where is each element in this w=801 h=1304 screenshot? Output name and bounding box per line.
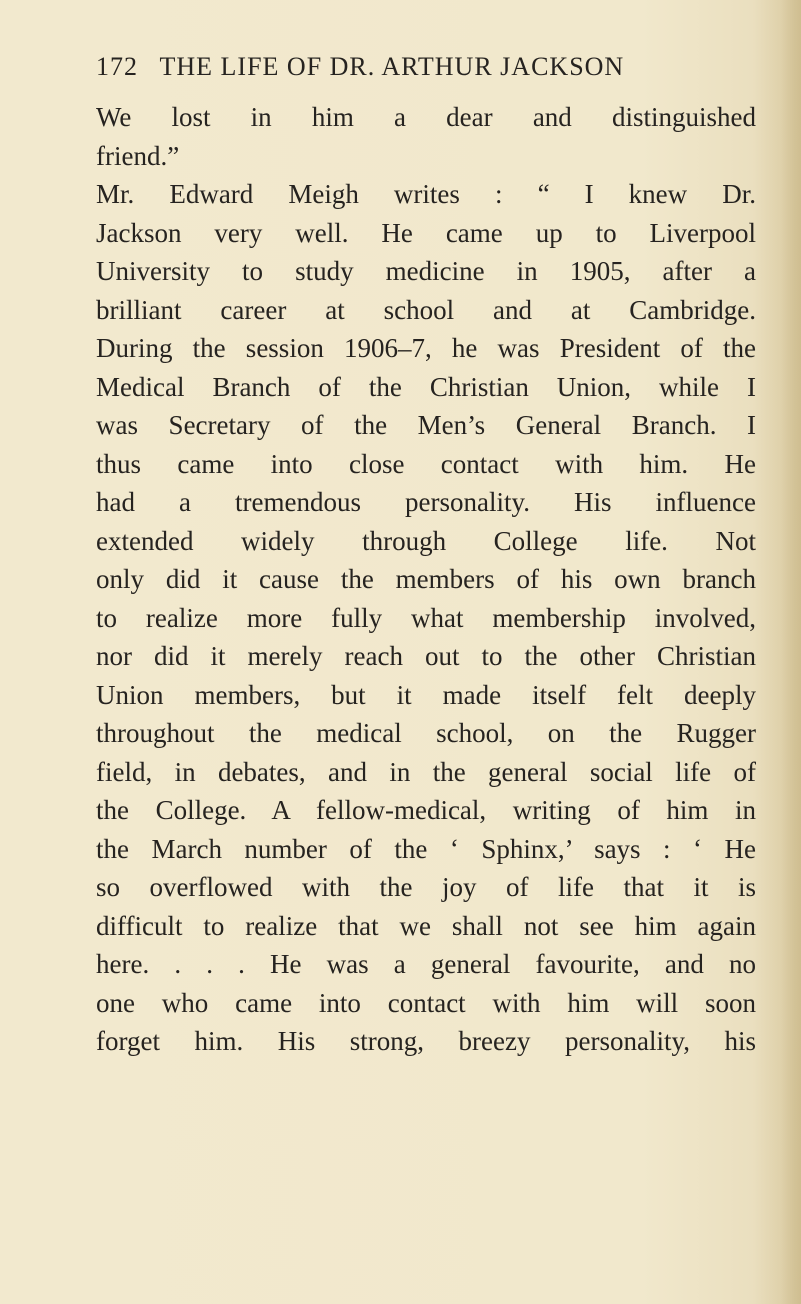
text-line: to realize more fully what membership involved, <box>96 602 756 633</box>
text-line: University to study medicine in 1905, after a <box>96 256 756 286</box>
text-line: so overflowed with the joy of life that it is <box>96 872 756 902</box>
text-line: had a tremendous personality. His influence <box>96 487 756 517</box>
text-line: the College. A fellow-medical, writing of him in <box>96 795 756 825</box>
text-line: only did it cause the members of his own branch <box>96 564 756 594</box>
text-line: We lost in him a dear and distinguished <box>96 102 756 132</box>
page-header <box>96 52 746 82</box>
text-line: Medical Branch of the Christian Union, while I <box>96 371 756 402</box>
text-line: was Secretary of the Men’s General Branch. I <box>96 410 756 440</box>
text-line: extended widely through College life. Not <box>96 525 756 556</box>
text-line: difficult to realize that we shall not see him again <box>96 910 756 941</box>
text-line: the March number of the ‘ Sphinx,’ says : ‘ He <box>96 833 756 864</box>
text-line: During the session 1906–7, he was President of the <box>96 333 756 363</box>
text-line: thus came into close contact with him. He <box>96 448 756 479</box>
text-line: Union members, but it made itself felt deeply <box>96 679 756 710</box>
text-line: friend.” <box>96 140 180 171</box>
running-head: THE LIFE OF DR. ARTHUR JACKSON <box>159 52 625 81</box>
text-line: field, in debates, and in the general social life of <box>96 756 756 787</box>
text-line: brilliant career at school and at Cambridge. <box>96 294 756 325</box>
page-number: 172 <box>96 52 138 81</box>
page-edge-shadow <box>781 0 801 1304</box>
text-line: forget him. His strong, breezy personality, his <box>96 1026 756 1056</box>
text-line: throughout the medical school, on the Rugger <box>96 718 756 748</box>
text-line: here. . . . He was a general favourite, and no <box>96 949 756 979</box>
body-text <box>96 98 756 1061</box>
text-line: Jackson very well. He came up to Liverpool <box>96 217 756 248</box>
text-line: nor did it merely reach out to the other Christian <box>96 641 756 671</box>
text-line: one who came into contact with him will soon <box>96 987 756 1018</box>
text-line: Mr. Edward Meigh writes : “ I knew Dr. <box>96 179 756 209</box>
